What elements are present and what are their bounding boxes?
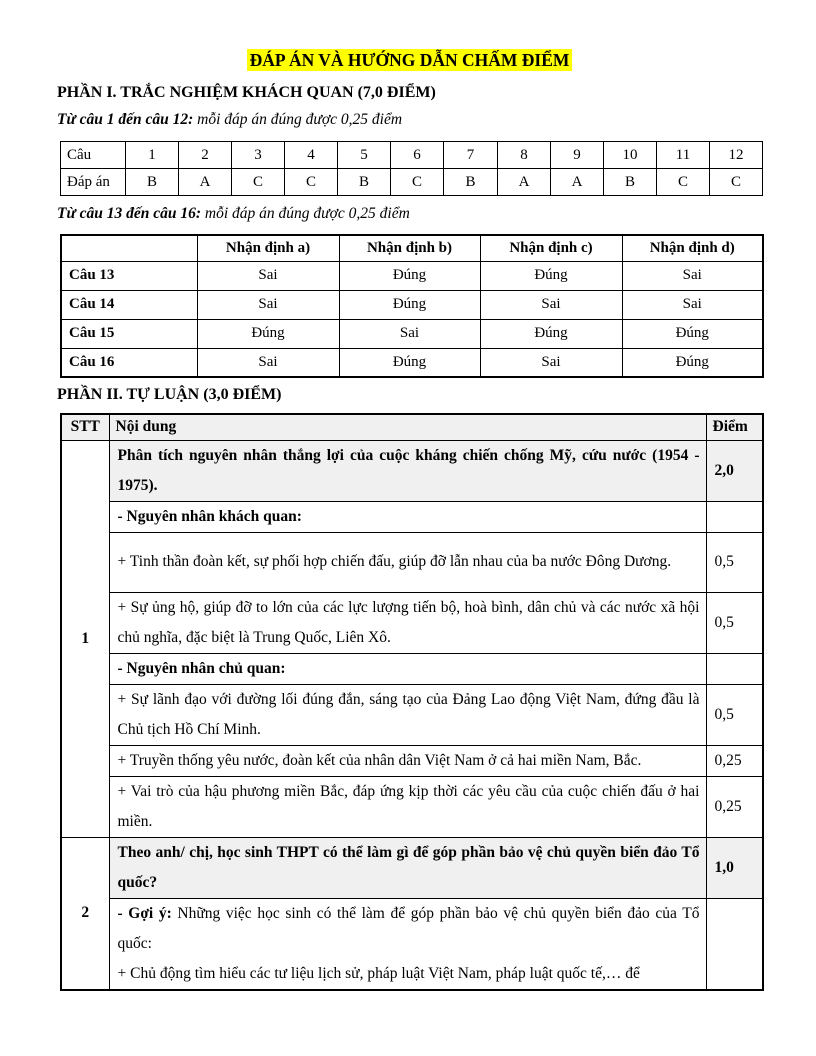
- answer-key-table: [60, 141, 763, 196]
- q1-title-row: [61, 440, 763, 501]
- hint-line2: + Chủ động tìm hiểu các tư liệu lịch sử, pháp luật Việt Nam, pháp luật quốc tế,… để: [117, 964, 640, 982]
- question-number: 3: [232, 142, 285, 169]
- answer-cell: C: [285, 169, 338, 196]
- answer-cell: C: [232, 169, 285, 196]
- answer-cell: A: [179, 169, 232, 196]
- section1-note2: [57, 205, 762, 223]
- essay-header-row: [61, 414, 763, 440]
- answer-cell: B: [338, 169, 391, 196]
- rubric-row: [61, 501, 763, 532]
- row-label: Câu: [61, 142, 126, 169]
- row-label: Đáp án: [61, 169, 126, 196]
- rubric-text: - Nguyên nhân khách quan:: [109, 501, 706, 532]
- essay-rubric-table: [60, 413, 764, 991]
- q2-title-row: [61, 837, 763, 898]
- truefalse-value: Sai: [197, 290, 339, 319]
- answer-row: [61, 169, 763, 196]
- truefalse-value: Đúng: [622, 348, 763, 377]
- question-number: 6: [391, 142, 444, 169]
- statement-c-header: Nhận định c): [480, 235, 622, 261]
- rubric-score: 0,25: [706, 776, 763, 837]
- q1-title: Phân tích nguyên nhân thắng lợi của cuộc kháng chiến chống Mỹ, cứu nước (1954 - 1975).: [109, 440, 706, 501]
- q2-title: Theo anh/ chị, học sinh THPT có thể làm gì để góp phần bảo vệ chủ quyền biển đảo Tổ quốc?: [109, 837, 706, 898]
- score-header: Điểm: [706, 414, 763, 440]
- rubric-row: [61, 745, 763, 776]
- q2-hint: [109, 898, 706, 990]
- rubric-row: [61, 592, 763, 653]
- truefalse-value: Đúng: [339, 290, 480, 319]
- rubric-text: - Nguyên nhân chủ quan:: [109, 653, 706, 684]
- truefalse-value: Sai: [622, 290, 763, 319]
- section1-note1: [57, 111, 762, 129]
- rubric-row: [61, 653, 763, 684]
- rubric-score: [706, 653, 763, 684]
- question-number: 1: [126, 142, 179, 169]
- answer-cell: B: [126, 169, 179, 196]
- answer-cell: C: [657, 169, 710, 196]
- rubric-text: + Vai trò của hậu phương miền Bắc, đáp ứng kịp thời các yêu cầu của cuộc chiến đấu ở hai miền.: [109, 776, 706, 837]
- question-number: 12: [710, 142, 763, 169]
- rubric-score: [706, 898, 763, 990]
- statement-d-header: Nhận định d): [622, 235, 763, 261]
- content-header: Nội dung: [109, 414, 706, 440]
- truefalse-value: Sai: [197, 348, 339, 377]
- truefalse-row: [61, 261, 763, 290]
- hint-text: Những việc học sinh có thể làm để góp phần bảo vệ chủ quyền biển đảo của Tổ quốc:: [117, 904, 700, 952]
- answer-cell: A: [551, 169, 604, 196]
- rubric-score: [706, 501, 763, 532]
- hint-lead: - Gợi ý:: [117, 904, 172, 922]
- note1-lead: Từ câu 1 đến câu 12:: [57, 111, 194, 128]
- question-number: 2: [179, 142, 232, 169]
- statement-a-header: Nhận định a): [197, 235, 339, 261]
- rubric-score: 0,5: [706, 592, 763, 653]
- truefalse-value: Sai: [339, 319, 480, 348]
- rubric-text: + Sự lãnh đạo với đường lối đúng đắn, sáng tạo của Đảng Lao động Việt Nam, đứng đầu là Chủ tịch Hồ Chí Minh.: [109, 684, 706, 745]
- question-label: Câu 16: [61, 348, 197, 377]
- truefalse-value: Đúng: [197, 319, 339, 348]
- q1-number: 1: [61, 440, 109, 837]
- section1-heading: PHẦN I. TRẮC NGHIỆM KHÁCH QUAN (7,0 ĐIỂM): [57, 84, 436, 101]
- q1-score: 2,0: [706, 440, 763, 501]
- rubric-row: [61, 898, 763, 990]
- question-number: 5: [338, 142, 391, 169]
- question-label: Câu 14: [61, 290, 197, 319]
- question-number: 11: [657, 142, 710, 169]
- rubric-score: 0,25: [706, 745, 763, 776]
- answer-cell: C: [710, 169, 763, 196]
- rubric-score: 0,5: [706, 684, 763, 745]
- highlighted-title-text: ĐÁP ÁN VÀ HƯỚNG DẪN CHẤM ĐIỂM: [247, 49, 573, 71]
- truefalse-value: Sai: [197, 261, 339, 290]
- q2-number: 2: [61, 837, 109, 990]
- question-number: 8: [498, 142, 551, 169]
- rubric-row: [61, 532, 763, 592]
- truefalse-header-row: [61, 235, 763, 261]
- rubric-row: [61, 684, 763, 745]
- question-number: 9: [551, 142, 604, 169]
- truefalse-row: [61, 348, 763, 377]
- question-label: Câu 15: [61, 319, 197, 348]
- document-title: [57, 50, 762, 71]
- section2-heading: PHẦN II. TỰ LUẬN (3,0 ĐIỂM): [57, 386, 282, 403]
- rubric-text: + Tinh thần đoàn kết, sự phối hợp chiến đấu, giúp đỡ lẫn nhau của ba nước Đông Dương.: [109, 532, 706, 592]
- answer-cell: C: [391, 169, 444, 196]
- truefalse-value: Đúng: [339, 348, 480, 377]
- note2-text: mỗi đáp án đúng được 0,25 điểm: [201, 205, 410, 222]
- empty-header-cell: [61, 235, 197, 261]
- rubric-row: [61, 776, 763, 837]
- question-number: 4: [285, 142, 338, 169]
- answer-cell: B: [604, 169, 657, 196]
- rubric-text: + Sự ủng hộ, giúp đỡ to lớn của các lực lượng tiến bộ, hoà bình, dân chủ và các nước xã hội chủ nghĩa, đặc biệt là Trung Quốc, Liên Xô.: [109, 592, 706, 653]
- truefalse-value: Đúng: [339, 261, 480, 290]
- truefalse-value: Sai: [480, 290, 622, 319]
- question-number-row: [61, 142, 763, 169]
- truefalse-value: Sai: [622, 261, 763, 290]
- stt-header: STT: [61, 414, 109, 440]
- question-number: 7: [444, 142, 498, 169]
- question-label: Câu 13: [61, 261, 197, 290]
- statement-b-header: Nhận định b): [339, 235, 480, 261]
- note2-lead: Từ câu 13 đến câu 16:: [57, 205, 202, 222]
- answer-cell: B: [444, 169, 498, 196]
- rubric-text: + Truyền thống yêu nước, đoàn kết của nhân dân Việt Nam ở cả hai miền Nam, Bắc.: [109, 745, 706, 776]
- truefalse-table: [60, 234, 764, 378]
- answer-cell: A: [498, 169, 551, 196]
- question-number: 10: [604, 142, 657, 169]
- truefalse-value: Đúng: [480, 261, 622, 290]
- q2-score: 1,0: [706, 837, 763, 898]
- truefalse-value: Đúng: [622, 319, 763, 348]
- rubric-score: 0,5: [706, 532, 763, 592]
- truefalse-value: Đúng: [480, 319, 622, 348]
- truefalse-row: [61, 290, 763, 319]
- truefalse-row: [61, 319, 763, 348]
- truefalse-value: Sai: [480, 348, 622, 377]
- note1-text: mỗi đáp án đúng được 0,25 điểm: [193, 111, 403, 128]
